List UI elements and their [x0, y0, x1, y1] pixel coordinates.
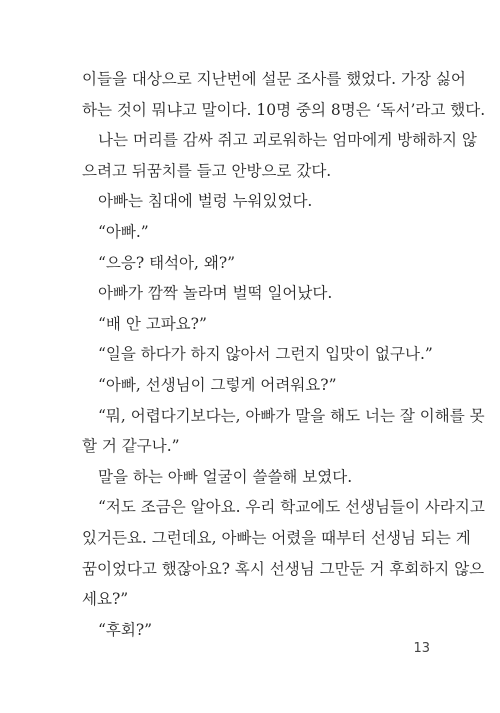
- text-line: 말을 하는 아빠 얼굴이 쓸쓸해 보였다.: [98, 467, 353, 486]
- text-line: “저도 조금은 알아요. 우리 학교에도 선생님들이 사라지고: [98, 498, 485, 517]
- text-line: 아빠는 침대에 벌렁 누워있었다.: [98, 192, 313, 211]
- text-line: 꿈이었다고 했잖아요? 혹시 선생님 그만둔 거 후회하지 않으: [82, 559, 485, 578]
- text-line: “배 안 고파요?”: [98, 314, 207, 333]
- body-text: [82, 64, 486, 645]
- text-line: “일을 하다가 하지 않아서 그런지 입맛이 없구나.”: [98, 345, 433, 364]
- text-line: 아빠가 깜짝 놀라며 벌떡 일어났다.: [98, 284, 333, 303]
- text-line: 으려고 뒤꿈치를 들고 안방으로 갔다.: [82, 161, 332, 180]
- text-line: 이들을 대상으로 지난번에 설문 조사를 했었다. 가장 싫어: [82, 70, 466, 88]
- page-number: 13: [413, 641, 430, 656]
- text-line: 할 거 같구나.”: [82, 437, 180, 456]
- text-line: 있거든요. 그런데요, 아빠는 어렸을 때부터 선생님 되는 게: [82, 528, 471, 547]
- text-line: 나는 머리를 감싸 쥐고 괴로워하는 엄마에게 방해하지 않: [98, 131, 477, 150]
- text-line: 하는 것이 뭐냐고 말이다. 10명 중의 8명은 ‘독서’라고 했다.: [82, 100, 486, 119]
- text-line: “아빠.”: [98, 222, 149, 241]
- text-line: “아빠, 선생님이 그렇게 어려워요?”: [98, 375, 337, 394]
- text-line: “으응? 태석아, 왜?”: [98, 253, 236, 272]
- text-line: 세요?”: [82, 590, 129, 609]
- text-line: “후회?”: [98, 620, 153, 639]
- text-line: “뭐, 어렵다기보다는, 아빠가 말을 해도 너는 잘 이해를 못: [98, 406, 485, 425]
